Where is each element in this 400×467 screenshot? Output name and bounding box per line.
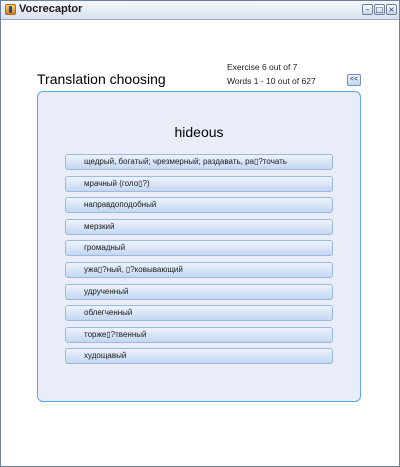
- page-title: Translation choosing: [37, 71, 166, 87]
- minimize-button[interactable]: –: [362, 4, 373, 15]
- exercise-counter: Exercise 6 out of 7: [227, 62, 298, 72]
- translation-option[interactable]: торже▯?твенный: [65, 327, 333, 343]
- quiz-word: hideous: [174, 124, 224, 140]
- translation-option[interactable]: направдоподобный: [65, 197, 333, 213]
- window-title: Vocrecaptor: [19, 3, 83, 15]
- translation-option[interactable]: громадный: [65, 240, 333, 256]
- quiz-panel: [37, 91, 361, 402]
- translation-option[interactable]: удрученный: [65, 284, 333, 300]
- content-area: [1, 20, 399, 466]
- maximize-button[interactable]: □: [375, 5, 384, 14]
- translation-option[interactable]: ужа▯?ный, ▯?ковывающий: [65, 262, 333, 278]
- translation-option[interactable]: худощавый: [65, 348, 333, 364]
- translation-option[interactable]: мерзкий: [65, 219, 333, 235]
- app-icon: [5, 4, 16, 15]
- translation-options: [65, 154, 333, 370]
- close-button[interactable]: ×: [386, 4, 397, 15]
- translation-option[interactable]: облегченный: [65, 305, 333, 321]
- back-button[interactable]: <<: [347, 74, 361, 86]
- title-bar[interactable]: [1, 1, 399, 20]
- translation-option[interactable]: мрачный (голо▯?): [65, 176, 333, 192]
- words-range: Words 1 - 10 out of 627: [227, 76, 316, 86]
- translation-option[interactable]: щедрый, богатый; чрезмерный; раздавать, ра▯?точать: [65, 154, 333, 170]
